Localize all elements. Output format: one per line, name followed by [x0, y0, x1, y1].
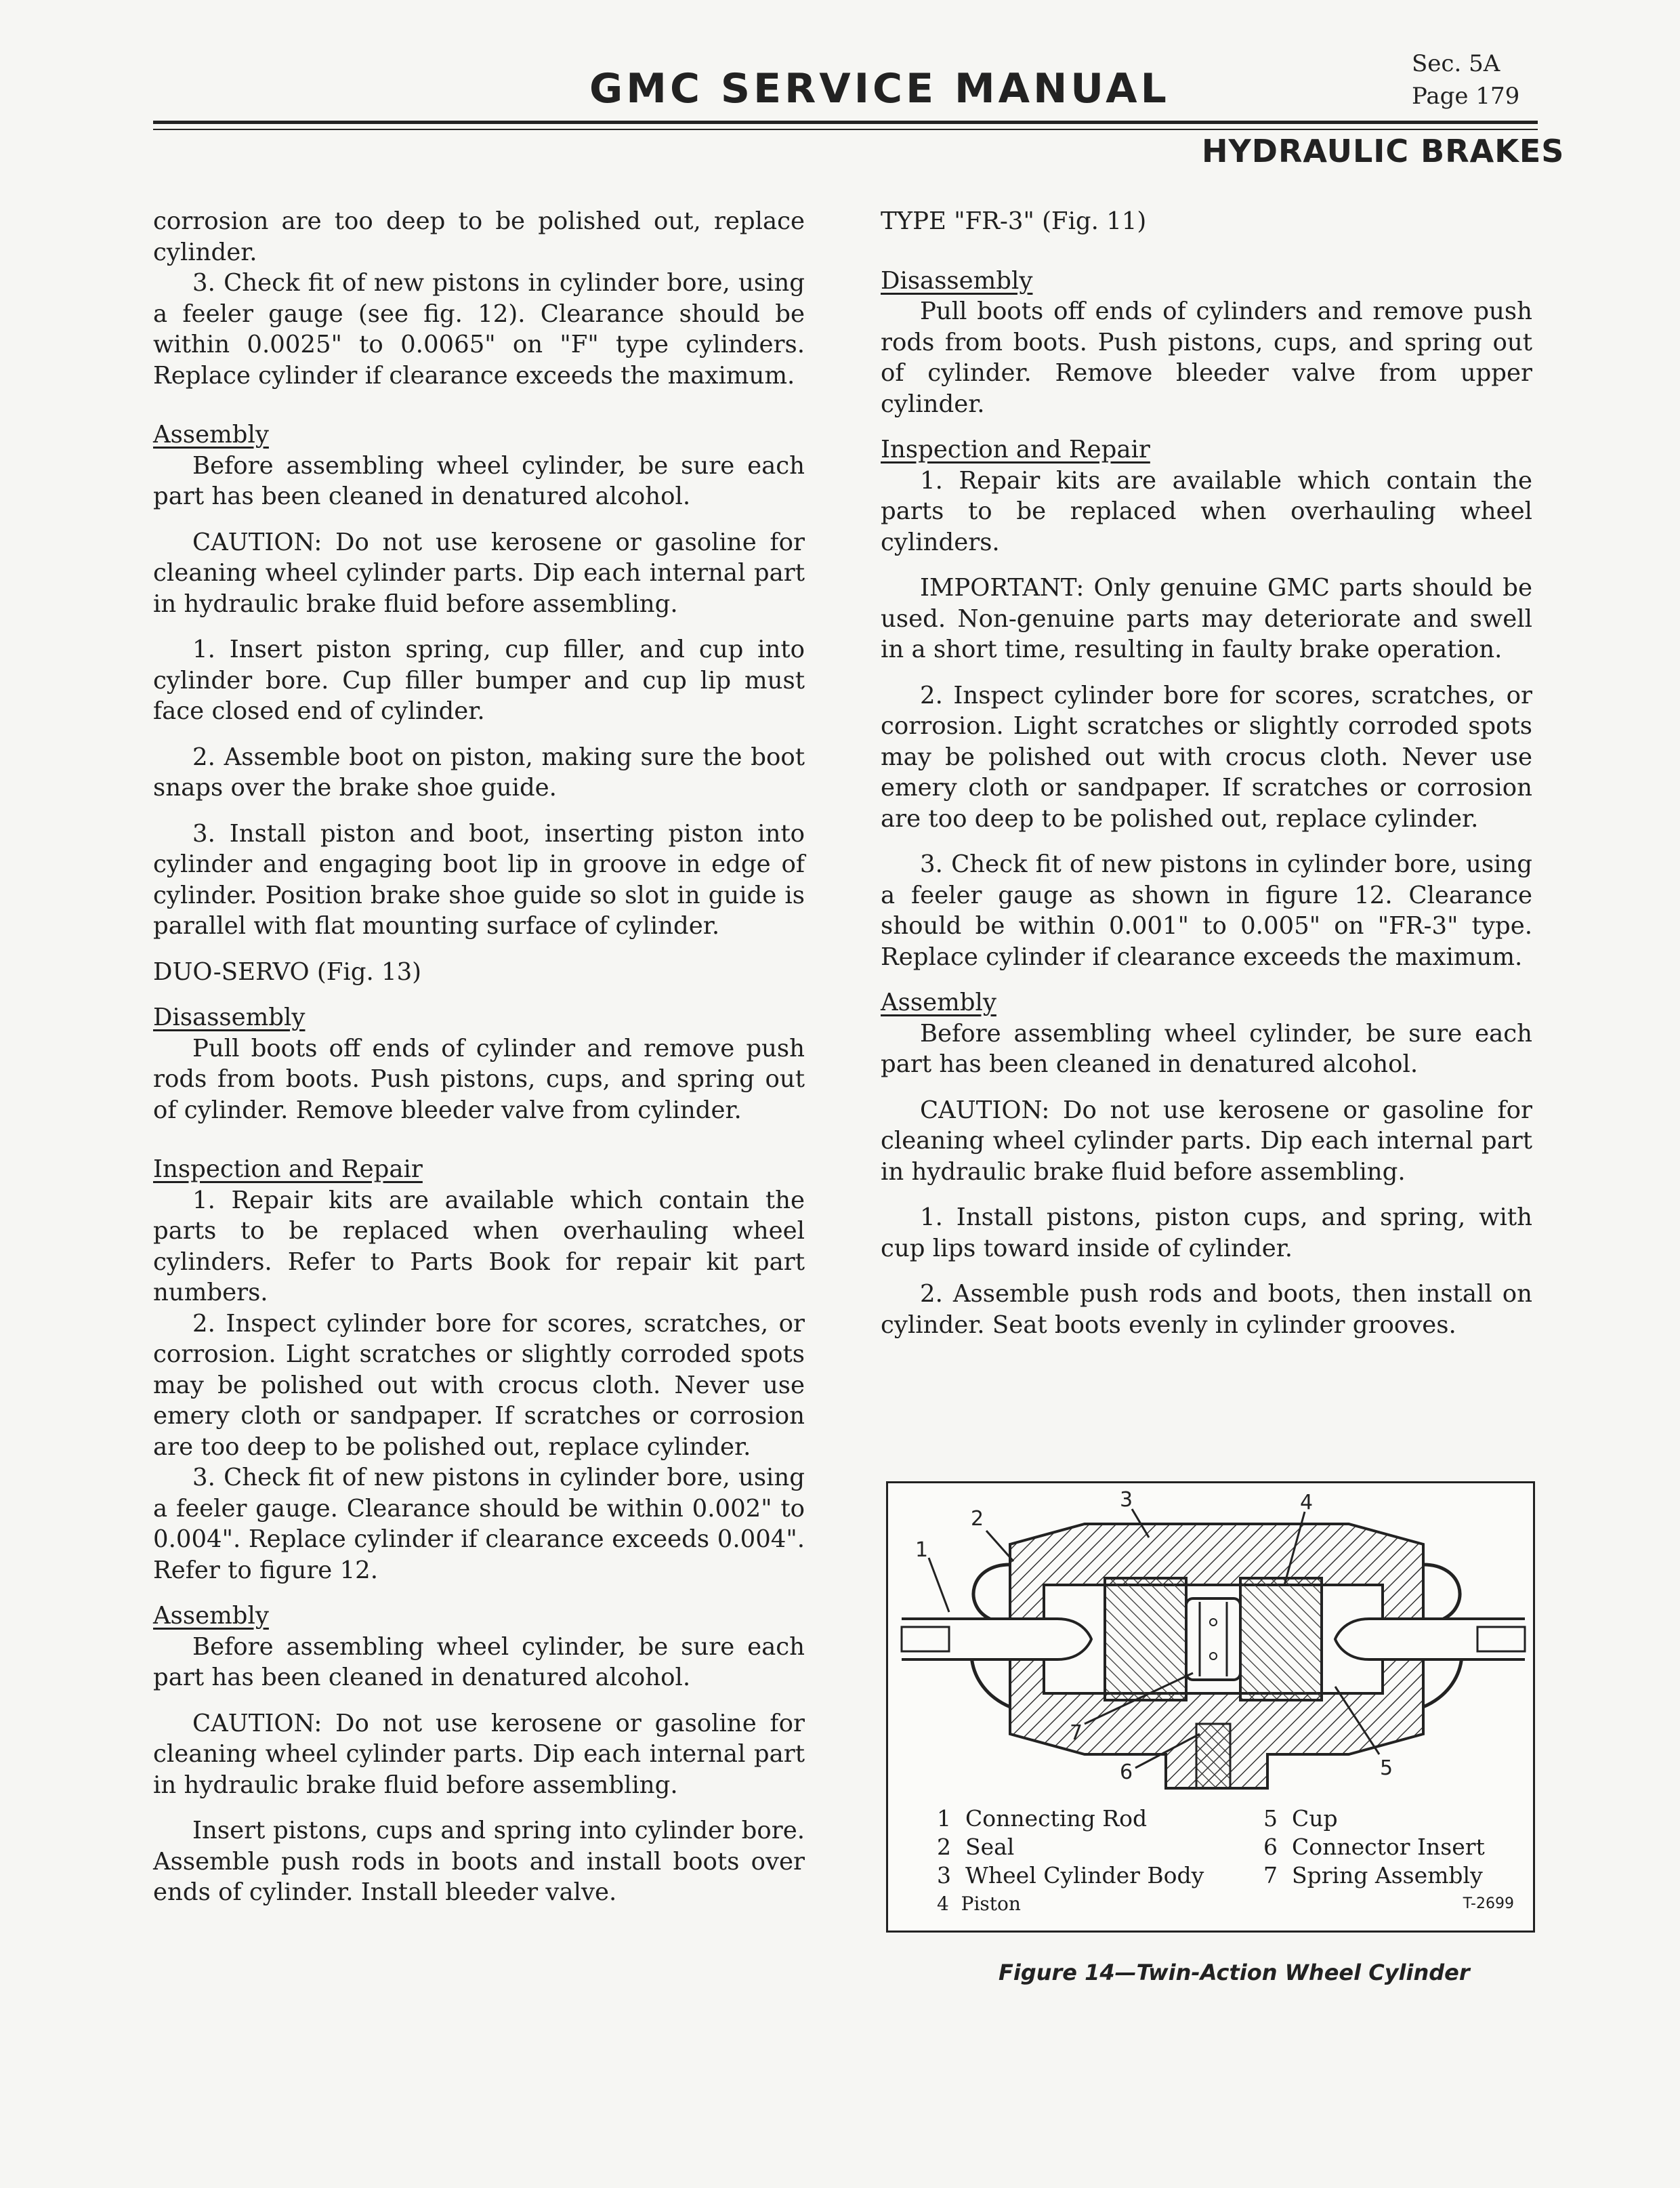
spring-assembly-shape [1186, 1598, 1240, 1680]
subheading-inspection: Inspection and Repair [881, 436, 1150, 463]
callout-2: 2 [971, 1507, 984, 1531]
callout-1: 1 [915, 1538, 929, 1562]
callout-3: 3 [1120, 1488, 1133, 1512]
figure-wheel-cylinder [886, 1481, 1535, 1933]
paragraph: 3. Check fit of new pistons in cylinder bore, using a feeler gauge (see fig. 12). Clearance should be within 0.0025" to 0.0065" on "F" type cylinders. Replace cylinder if clearance exceeds the maximum. [153, 269, 805, 390]
left-column [153, 206, 805, 1923]
callout-7: 7 [1070, 1721, 1083, 1745]
callout-4: 4 [1300, 1491, 1314, 1514]
legend-item: 1 Connecting Rod [937, 1805, 1148, 1832]
caution-paragraph: CAUTION: Do not use kerosene or gasoline for cleaning wheel cylinder parts. Dip each internal part in hydraulic brake fluid before assembling. [153, 1709, 805, 1799]
legend-item: 4 Piston [937, 1893, 1021, 1915]
paragraph: 1. Repair kits are available which contain the parts to be replaced when overhauling wheel cylinders. Refer to Parts Book for repair kit part numbers. [153, 1186, 805, 1306]
right-piston-shape [1240, 1578, 1322, 1700]
connector-insert-shape [1196, 1724, 1230, 1788]
wheel-cylinder-diagram [888, 1483, 1533, 1802]
paragraph: 2. Inspect cylinder bore for scores, scratches, or corrosion. Light scratches or slightly corroded spots may be polished out with crocus cloth. Never use emery cloth or sandpaper. If scratches or corrosion are too deep to be polished out, replace cylinder. [153, 1309, 805, 1461]
callout-5: 5 [1380, 1756, 1393, 1780]
subheading-disassembly: Disassembly [153, 1004, 306, 1031]
caution-paragraph: CAUTION: Do not use kerosene or gasoline for cleaning wheel cylinder parts. Dip each internal part in hydraulic brake fluid before assembling. [881, 1096, 1532, 1186]
paragraph: 3. Check fit of new pistons in cylinder bore, using a feeler gauge. Clearance should be within 0.002" to 0.004". Replace cylinder if clearance exceeds 0.004". Refer to figure 12. [153, 1464, 805, 1584]
heading-type-fr3: TYPE "FR-3" (Fig. 11) [881, 207, 1147, 235]
legend-item: 7 Spring Assembly [1263, 1862, 1483, 1888]
section-number: Sec. 5A [1412, 50, 1500, 77]
right-connecting-rod-shape [1335, 1619, 1525, 1659]
paragraph: 3. Install piston and boot, inserting piston into cylinder and engaging boot lip in groove in edge of cylinder. Position brake shoe guide so slot in guide is parallel with flat mounting surface of cylinder. [153, 819, 805, 940]
heading-duo-servo: DUO-SERVO (Fig. 13) [153, 957, 422, 986]
callout-6: 6 [1120, 1760, 1133, 1784]
legend-item: 3 Wheel Cylinder Body [937, 1862, 1204, 1888]
figure-code: T-2699 [1463, 1895, 1514, 1912]
right-column [881, 206, 1532, 1355]
paragraph: 1. Insert piston spring, cup filler, and cup into cylinder bore. Cup filler bumper and cup lip must face closed end of cylinder. [153, 636, 805, 725]
paragraph: Before assembling wheel cylinder, be sure each part has been cleaned in denatured alcohol. [881, 1019, 1532, 1078]
page-number: Page 179 [1412, 83, 1520, 110]
subheading-assembly: Assembly [153, 421, 269, 449]
header-rule-thin [153, 129, 1538, 130]
legend-item: 6 Connector Insert [1263, 1834, 1485, 1860]
paragraph: Before assembling wheel cylinder, be sure each part has been cleaned in denatured alcohol. [153, 1632, 805, 1691]
subheading-inspection: Inspection and Repair [153, 1155, 423, 1183]
manual-title: GMC SERVICE MANUAL [589, 65, 1170, 112]
header-rule-thick [153, 121, 1538, 124]
paragraph: 2. Assemble push rods and boots, then install on cylinder. Seat boots evenly in cylinder grooves. [881, 1280, 1532, 1339]
paragraph: 3. Check fit of new pistons in cylinder bore, using a feeler gauge as shown in figure 12. Clearance should be within 0.001" to 0.005" on "FR-3" type. Replace cylinder if clearance exceeds the maximum. [881, 850, 1532, 971]
legend-item: 5 Cup [1263, 1805, 1338, 1832]
section-title: HYDRAULIC BRAKES [1202, 133, 1565, 169]
paragraph: 1. Repair kits are available which contain the parts to be replaced when overhauling wheel cylinders. [881, 466, 1532, 556]
subheading-assembly: Assembly [153, 1602, 269, 1630]
paragraph: Pull boots off ends of cylinders and remove push rods from boots. Push pistons, cups, and spring out of cylinder. Remove bleeder valve from upper cylinder. [881, 297, 1532, 418]
subheading-disassembly: Disassembly [881, 266, 1033, 295]
paragraph: 2. Inspect cylinder bore for scores, scratches, or corrosion. Light scratches or slightly corroded spots may be polished out with crocus cloth. Never use emery cloth or sandpaper. If scratches or corrosion are too deep to be polished out, replace cylinder. [881, 681, 1532, 833]
paragraph: 1. Install pistons, piston cups, and spring, with cup lips toward inside of cylinder. [881, 1203, 1532, 1262]
legend-item: 2 Seal [937, 1834, 1015, 1860]
paragraph: corrosion are too deep to be polished out, replace cylinder. [153, 207, 805, 266]
paragraph: Before assembling wheel cylinder, be sure each part has been cleaned in denatured alcohol. [153, 451, 805, 510]
figure-caption: Figure 14—Twin-Action Wheel Cylinder [999, 1960, 1470, 1985]
paragraph: Insert pistons, cups and spring into cylinder bore. Assemble push rods in boots and install boots over ends of cylinder. Install bleeder valve. [153, 1817, 805, 1906]
figure-legend [937, 1804, 1519, 1918]
paragraph: 2. Assemble boot on piston, making sure the boot snaps over the brake shoe guide. [153, 743, 805, 802]
subheading-assembly: Assembly [881, 989, 996, 1016]
paragraph: Pull boots off ends of cylinder and remove push rods from boots. Push pistons, cups, and spring out of cylinder. Remove bleeder valve from cylinder. [153, 1034, 805, 1124]
caution-paragraph: CAUTION: Do not use kerosene or gasoline for cleaning wheel cylinder parts. Dip each internal part in hydraulic brake fluid before assembling. [153, 528, 805, 618]
left-connecting-rod-shape [902, 1619, 1091, 1659]
important-paragraph: IMPORTANT: Only genuine GMC parts should be used. Non-genuine parts may deteriorate and swell in a short time, resulting in faulty brake operation. [881, 574, 1532, 663]
